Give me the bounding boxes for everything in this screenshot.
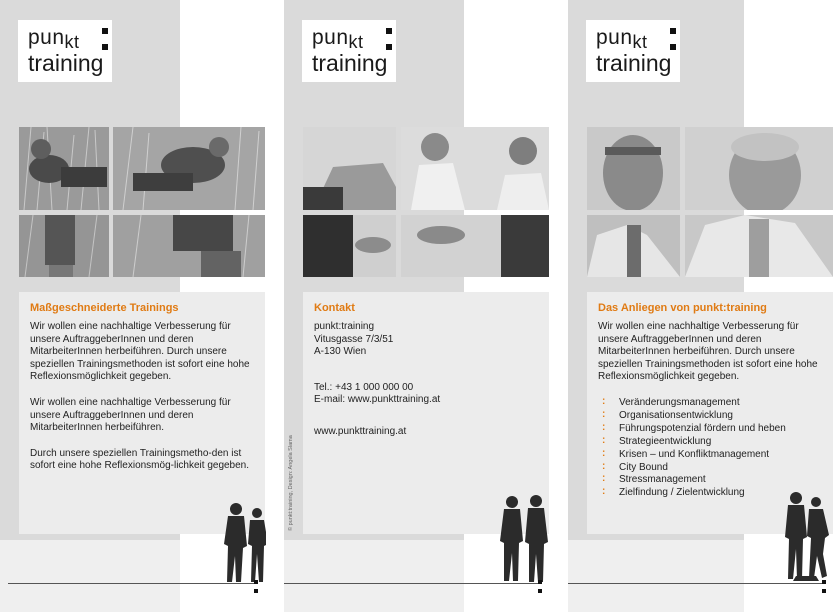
concern-paragraph: Wir wollen eine nachhaltige Verbesserung für unsere AuftraggeberInnen und deren MitarbeiterInnen herbeiführen. Durch unsere speziellen Trainingsmethoden ist sofort eine hohe Reflexionsmöglichkeit gegeben. (598, 321, 818, 383)
design-credit: © punkt:training, Design: Angela Slama (288, 435, 294, 531)
concern-title: Das Anliegen von punkt:training (598, 302, 767, 314)
trainings-textbox (19, 292, 265, 534)
list-item: : Organisationsentwicklung (598, 410, 828, 423)
panel-trainings (0, 0, 266, 612)
panel-contact (284, 0, 550, 612)
logo-text-pun: pun (596, 26, 633, 49)
contact-company: punkt:training (314, 321, 375, 332)
contact-website-link[interactable]: www.punkttraining.at (314, 425, 407, 437)
trainings-title: Maßgeschneiderte Trainings (30, 302, 179, 314)
logo-text-pun: pun (312, 26, 349, 49)
logo-text-kt: kt (64, 32, 80, 52)
panel-concern (568, 0, 835, 612)
logo-colon-icon (386, 28, 394, 60)
list-item: : Strategieentwicklung (598, 436, 828, 449)
logo-text-training: training (28, 50, 104, 76)
people-silhouette-icon (222, 502, 266, 584)
contact-city: A-130 Wien (314, 346, 367, 358)
photo-two-men-portrait (587, 127, 833, 277)
colon-mark-icon (538, 580, 550, 598)
logo-colon-icon (670, 28, 678, 60)
logo-text-pun: pun (28, 26, 65, 49)
photo-two-men-talking (303, 127, 549, 277)
people-silhouette-icon (496, 494, 550, 584)
logo-text-kt: kt (348, 32, 364, 52)
list-item: : Veränderungsmanagement (598, 397, 828, 410)
baseline-rule (568, 583, 826, 584)
logo-colon-icon (102, 28, 110, 60)
services-list (598, 397, 828, 500)
list-item: : Krisen – und Konfliktmanagement (598, 449, 828, 462)
baseline-rule (8, 583, 258, 584)
logo-text-training: training (596, 50, 672, 76)
logo-text-training: training (312, 50, 388, 76)
trainings-paragraph-3: Durch unsere speziellen Trainingsmetho-den ist sofort eine hohe Reflexionsmög-lichkeit gegeben. (30, 447, 250, 472)
photo-grass-men (19, 127, 265, 277)
trainings-paragraph-1: Wir wollen eine nachhaltige Verbesserung für unsere AuftraggeberInnen und deren MitarbeiterInnen herbeiführen. Durch unsere speziellen Trainingsmethoden ist sofort eine hohe Reflexionsmöglichkeit gegeben. (30, 321, 250, 383)
colon-mark-icon (254, 580, 266, 598)
list-item: : Führungspotenzial fördern und heben (598, 423, 828, 436)
contact-phone: Tel.: +43 1 000 000 00 (314, 381, 414, 393)
contact-title: Kontakt (314, 302, 355, 314)
people-silhouette-icon (776, 490, 834, 584)
list-item: : City Bound (598, 462, 828, 475)
logo (586, 20, 680, 82)
logo (18, 20, 112, 82)
trainings-paragraph-2: Wir wollen eine nachhaltige Verbesserung für unsere AuftraggeberInnen und deren MitarbeiterInnen herbeiführen. (30, 396, 231, 434)
colon-mark-icon (822, 580, 835, 598)
contact-street: Vitusgasse 7/3/51 (314, 333, 394, 345)
list-item: : Stressmanagement (598, 474, 828, 487)
list-item: : Zielfindung / Zielentwicklung (598, 487, 828, 500)
contact-email[interactable]: E-mail: www.punkttraining.at (314, 394, 441, 406)
baseline-rule (284, 583, 542, 584)
logo (302, 20, 396, 82)
logo-text-kt: kt (632, 32, 648, 52)
